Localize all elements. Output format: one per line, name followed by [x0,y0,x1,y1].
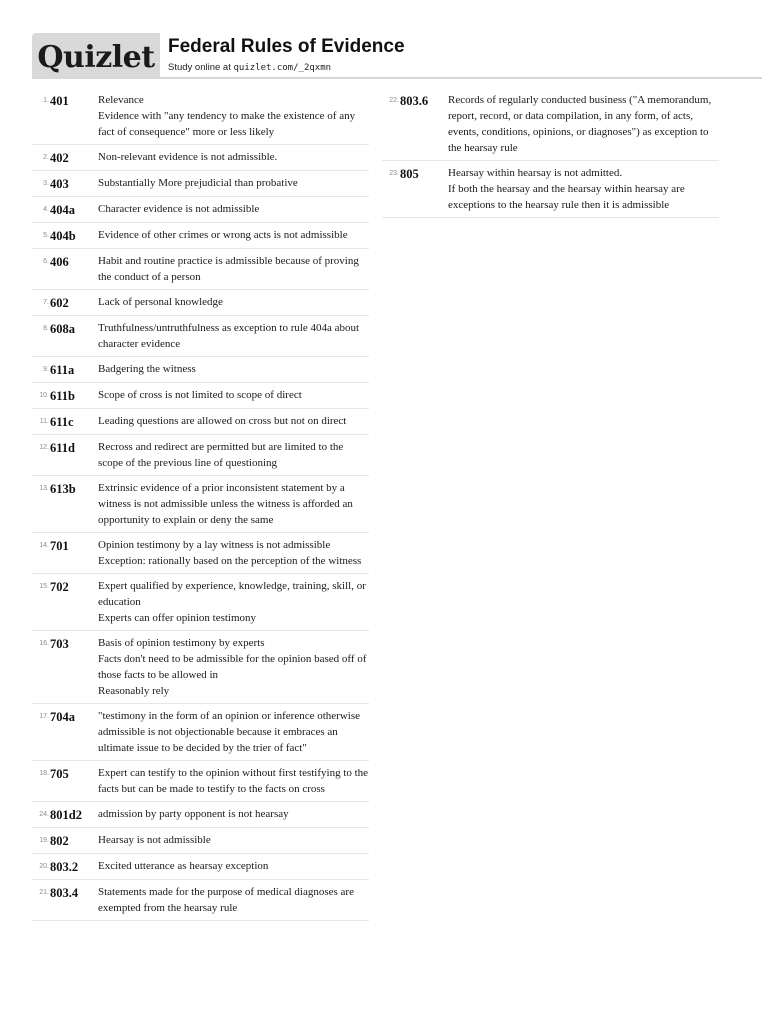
card-number: 17. [39,713,49,720]
card-definition: Relevance Evidence with "any tendency to make the existence of any fact of consequence" more or less likely [98,94,356,138]
card-term: 703 [50,637,69,651]
card-term: 401 [50,94,69,108]
flashcard-row [32,290,369,316]
flashcard-row [32,357,369,383]
card-definition: Recross and redirect are permitted but are limited to the scope of the previous line of questioning [98,441,344,469]
card-term: 802 [50,834,69,848]
card-term: 801d2 [50,808,82,822]
card-number: 11. [39,418,49,425]
flashcard-row [382,161,719,218]
card-term: 705 [50,767,69,781]
card-term: 803.2 [50,860,79,874]
card-term: 805 [400,167,419,181]
card-term: 701 [50,539,69,553]
card-definition: Hearsay within hearsay is not admitted. If both the hearsay and the hearsay within hearsay are exceptions to the hearsay rule then it is admissible [448,167,685,211]
card-number: 7. [43,299,49,306]
card-term: 803.6 [400,94,429,108]
card-number: 1. [43,97,49,104]
flashcard-row [32,383,369,409]
card-definition: Hearsay is not admissible [98,834,211,846]
card-definition: Scope of cross is not limited to scope of direct [98,389,302,401]
flashcard-row [32,223,369,249]
card-definition: Records of regularly conducted business ("A memorandum, report, record, or data compilation, in any form, of acts, events, conditions, opinions, or diagnoses") as exception to the hearsay rule [448,94,712,154]
flashcard-row [32,197,369,223]
card-term: 402 [50,151,69,165]
flashcard-row [32,761,369,802]
flashcard-row [32,880,369,921]
card-number: 13. [39,485,49,492]
card-number: 24. [39,811,49,818]
card-definition: Extrinsic evidence of a prior inconsistent statement by a witness is not admissible unless the witness is afforded an opportunity to explain or deny the same [98,482,353,526]
card-term: 611b [50,389,76,403]
card-definition: Opinion testimony by a lay witness is not admissible Exception: rationally based on the perception of the witness [98,539,362,567]
header-divider [160,77,762,79]
card-definition: Excited utterance as hearsay exception [98,860,269,872]
flashcard-row [382,88,719,161]
card-definition: admission by party opponent is not hearsay [98,808,289,820]
logo-text: Quizlet [37,39,155,75]
card-term: 611d [50,441,76,455]
card-number: 8. [43,325,49,332]
card-definition: Character evidence is not admissible [98,203,260,215]
card-definition: Expert qualified by experience, knowledge, training, skill, or education Experts can offer opinion testimony [98,580,366,624]
card-number: 12. [39,444,49,451]
page-title: Federal Rules of Evidence [168,36,405,57]
card-number: 23. [389,170,399,177]
card-term: 704a [50,710,75,724]
flashcard-row [32,316,369,357]
card-definition: Non-relevant evidence is not admissible. [98,151,278,163]
card-term: 611a [50,363,75,377]
card-definition: Truthfulness/untruthfulness as exception to rule 404a about character evidence [98,322,360,350]
card-number: 22. [389,97,399,104]
card-number: 2. [43,154,49,161]
card-term: 403 [50,177,69,191]
flashcard-row [32,476,369,533]
card-number: 19. [39,837,49,844]
card-number: 18. [39,770,49,777]
card-number: 4. [43,206,49,213]
study-online-prefix: Study online at [168,62,234,73]
flashcard-row [32,145,369,171]
card-number: 6. [43,258,49,265]
flashcard-row [32,435,369,476]
card-term: 613b [50,482,76,496]
flashcard-row [32,409,369,435]
card-term: 702 [50,580,69,594]
flashcard-row [32,249,369,290]
card-term: 602 [50,296,69,310]
left-column [32,88,369,921]
flashcard-row [32,802,369,828]
card-number: 10. [39,392,49,399]
card-definition: Leading questions are allowed on cross but not on direct [98,415,347,427]
flashcard-row [32,171,369,197]
study-online-url[interactable]: quizlet.com/_2qxmn [233,63,332,73]
card-definition: Statements made for the purpose of medical diagnoses are exempted from the hearsay rule [98,886,354,914]
card-number: 21. [39,889,49,896]
card-number: 14. [39,542,49,549]
right-column [382,88,719,218]
card-term: 406 [50,255,69,269]
card-number: 3. [43,180,49,187]
card-definition: Basis of opinion testimony by experts Facts don't need to be admissible for the opinion based off of those facts to be allowed in Reasonably rely [98,637,367,697]
flashcard-row [32,704,369,761]
card-number: 16. [39,640,49,647]
card-number: 5. [43,232,49,239]
card-number: 20. [39,863,49,870]
card-term: 404a [50,203,75,217]
card-term: 404b [50,229,76,243]
flashcard-row [32,631,369,704]
flashcard-row [32,574,369,631]
flashcard-row [32,533,369,574]
card-number: 9. [43,366,49,373]
flashcard-row [32,828,369,854]
card-term: 608a [50,322,75,336]
card-definition: Habit and routine practice is admissible because of proving the conduct of a person [98,255,359,283]
flashcard-row [32,854,369,880]
card-term: 611c [50,415,74,429]
card-term: 803.4 [50,886,79,900]
page-header [32,33,762,79]
study-online-line [168,62,331,73]
card-definition: Substantially More prejudicial than probative [98,177,298,189]
quizlet-logo[interactable] [32,33,160,79]
card-number: 15. [39,583,49,590]
flashcard-row [32,88,369,145]
card-definition: Lack of personal knowledge [98,296,223,308]
card-definition: Evidence of other crimes or wrong acts is not admissible [98,229,348,241]
card-definition: "testimony in the form of an opinion or inference otherwise admissible is not objectionable because it embraces an ultimate issue to be decided by the trier of fact" [98,710,361,754]
card-definition: Expert can testify to the opinion without first testifying to the facts but can be made to testify to the facts on cross [98,767,369,795]
card-definition: Badgering the witness [98,363,196,375]
